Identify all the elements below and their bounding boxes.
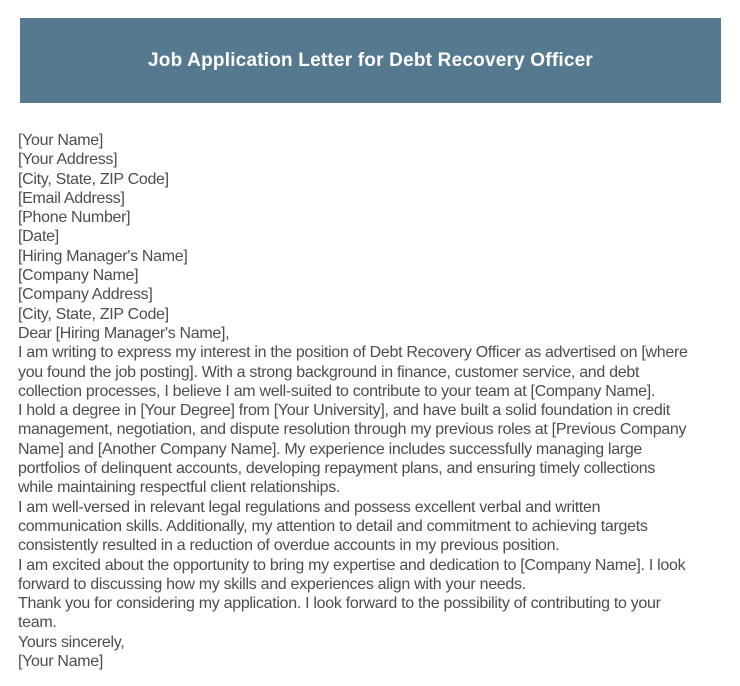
letter-line: [Your Name]: [18, 653, 104, 671]
letter-line: Yours sincerely,: [18, 633, 125, 651]
letter-line: while maintaining respectful client relationships.: [18, 479, 341, 497]
letter-line: consistently resulted in a reduction of overdue accounts in my previous position.: [18, 537, 560, 555]
letter-line: collection processes, I believe I am well-suited to contribute to your team at [Company Name].: [18, 382, 655, 400]
letter-line: Name] and [Another Company Name]. My experience includes successfully managing large: [18, 440, 643, 458]
letter-line: I am excited about the opportunity to bring my expertise and dedication to [Company Name]. I look: [18, 556, 686, 574]
letter-line: [Email Address]: [18, 189, 125, 207]
letter-line: team.: [18, 614, 57, 632]
page-title: Job Application Letter for Debt Recovery Officer: [148, 49, 593, 71]
letter-line: [Company Name]: [18, 267, 139, 285]
letter-body: [18, 131, 728, 671]
letter-line: [Your Name]: [18, 132, 104, 149]
title-banner: [20, 18, 721, 103]
letter-line: communication skills. Additionally, my attention to detail and commitment to achieving targets: [18, 517, 648, 535]
letter-line: I hold a degree in [Your Degree] from [Your University], and have built a solid foundation in credit: [18, 402, 670, 420]
letter-line: Thank you for considering my application. I look forward to the possibility of contributing to your: [18, 595, 661, 613]
letter-line: I am well-versed in relevant legal regulations and possess excellent verbal and written: [18, 498, 601, 516]
letter-line: forward to discussing how my skills and experiences align with your needs.: [18, 575, 526, 593]
letter-line: [City, State, ZIP Code]: [18, 305, 169, 323]
letter-line: I am writing to express my interest in the position of Debt Recovery Officer as advertised on [where: [18, 344, 688, 362]
letter-line: [City, State, ZIP Code]: [18, 170, 169, 188]
letter-line: Dear [Hiring Manager's Name],: [18, 324, 230, 342]
letter-line: you found the job posting]. With a strong background in finance, customer service, and debt: [18, 363, 640, 381]
letter-line: management, negotiation, and dispute resolution through my previous roles at [Previous Company: [18, 421, 687, 439]
letter-line: [Hiring Manager's Name]: [18, 247, 188, 265]
letter-line: [Date]: [18, 228, 59, 246]
letter-line: [Phone Number]: [18, 209, 131, 227]
letter-line: portfolios of delinquent accounts, developing repayment plans, and ensuring timely collections: [18, 460, 656, 478]
letter-line: [Your Address]: [18, 151, 118, 169]
letter-line: [Company Address]: [18, 286, 153, 304]
